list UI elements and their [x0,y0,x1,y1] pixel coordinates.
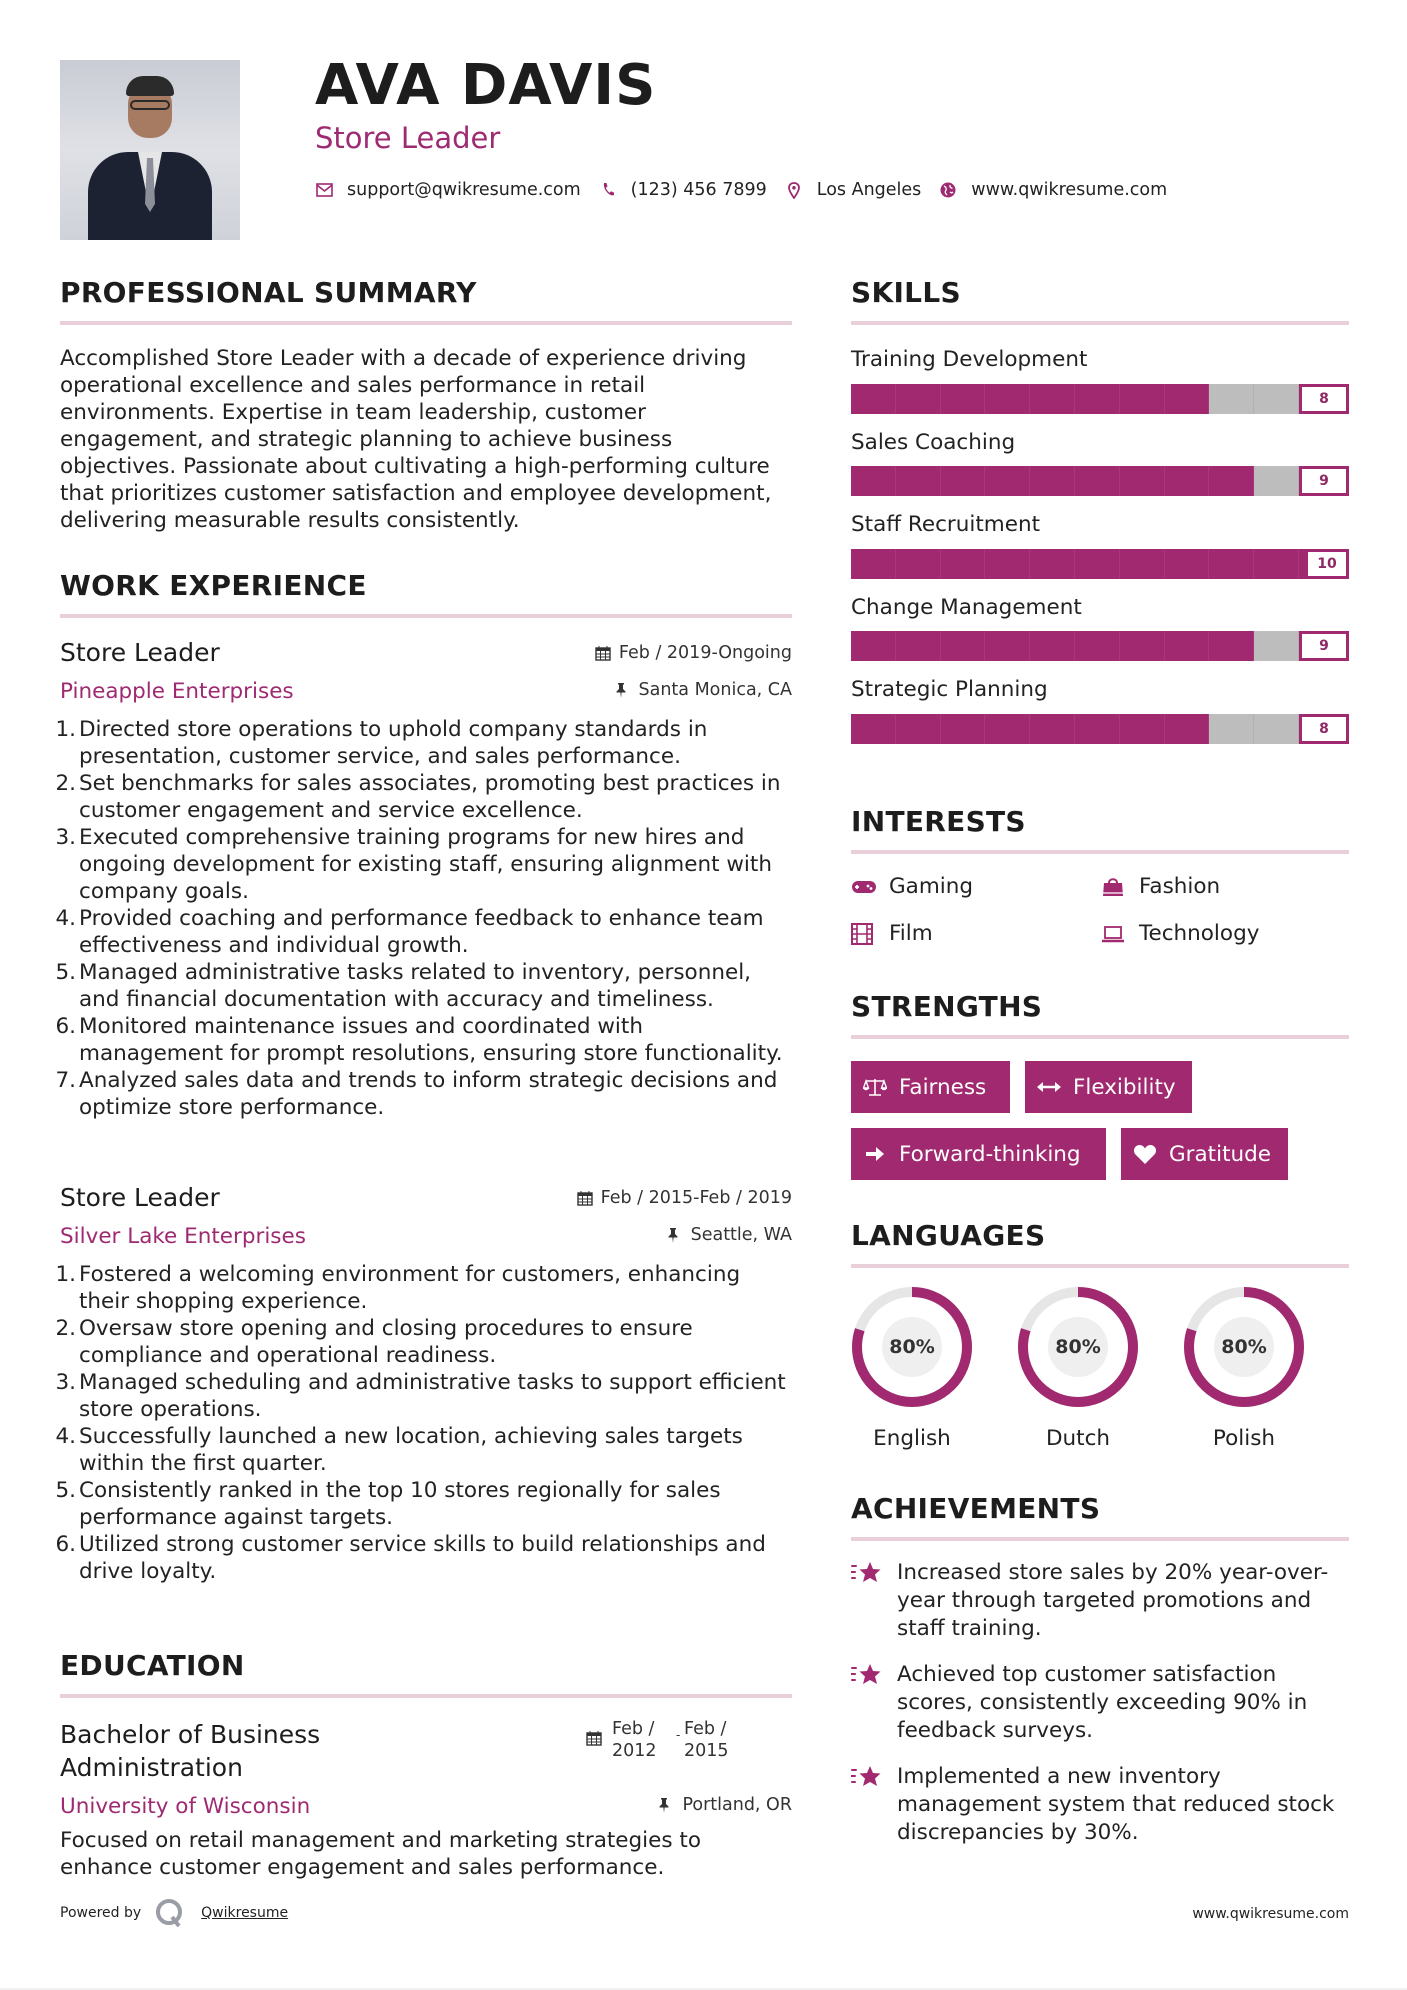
strength-tag-forward-thinking: Forward-thinking [851,1128,1106,1180]
degree-title: Bachelor of Business Administration [60,1720,321,1782]
globe-icon [939,181,957,199]
qwikresume-link[interactable]: Qwikresume [201,1905,289,1921]
section-divider [851,850,1349,854]
language-progress-ring: 80% [851,1286,973,1408]
experience-section [55,569,792,1121]
strength-tag-flexibility: Flexibility [1025,1061,1192,1113]
list-item: 3. Executed comprehensive training programs for new hires and ongoing development for existing staff, ensuring alignment with company goals. [55,825,772,904]
arrow-right-icon [863,1143,887,1165]
calendar-icon [595,645,611,661]
job-dates: Feb / 2019-Ongoing [595,643,792,663]
skill-item [851,514,1349,579]
film-icon [851,923,877,945]
interest-gaming: Gaming [851,874,1101,899]
calendar-icon [586,1730,602,1746]
job-entry [55,638,792,1121]
pushpin-icon [667,1227,683,1243]
list-item: 6. Monitored maintenance issues and coordinated with management for prompt resolutions, ensuring store functionality. [55,1014,783,1066]
interest-technology: Technology [1101,921,1351,946]
candidate-role: Store Leader [315,121,501,155]
skill-item [851,679,1349,744]
school-name: University of Wisconsin [60,1794,311,1819]
company-name: Pineapple Enterprises [60,679,294,704]
interest-film: Film [851,921,1101,946]
language-dutch: 80% Dutch [1017,1286,1183,1451]
skills-section [851,276,1349,744]
section-divider [851,1264,1349,1268]
interest-fashion: Fashion [1101,874,1351,899]
language-polish: 80% Polish [1183,1286,1349,1451]
strengths-section [851,990,1349,1180]
shooting-star-icon [851,1661,883,1691]
section-divider [851,321,1349,325]
job-dates: Feb / 2015-Feb / 2019 [577,1188,792,1208]
contact-website[interactable]: www.qwikresume.com [939,180,1167,200]
heart-icon [1133,1143,1157,1165]
achievement-item: Achieved top customer satisfaction scores, consistently exceeding 90% in feedback surveys. [851,1661,1349,1745]
section-divider [60,614,792,618]
education-section [60,1649,792,1881]
gamepad-icon [851,876,877,898]
section-title-interests: INTERESTS [851,805,1026,838]
list-item: 1. Fostered a welcoming environment for customers, enhancing their shopping experience. [55,1262,741,1314]
job-bullets [55,716,792,1121]
summary-section [60,276,792,534]
contact-phone[interactable]: (123) 456 7899 [599,180,767,200]
section-title-education: EDUCATION [60,1649,245,1682]
calendar-icon [577,1190,593,1206]
languages-section [851,1219,1349,1451]
job-title: Store Leader [60,638,220,667]
interests-section [851,805,1349,946]
phone-icon [599,181,617,199]
summary-text: Accomplished Store Leader with a decade of experience driving operational excellence and sales performance in retail environments. Expertise in team leadership, customer engagement, and strategic planning to achieve business objectives. Passionate about cultivating a high-performing culture that prioritizes customer satisfaction and employee development, delivering measurable results consistently. [60,346,772,533]
qwikresume-logo-icon [155,1898,185,1928]
powered-by: Powered by Qwikresume [60,1898,288,1928]
skill-item [851,594,1349,662]
job-bullets [55,1261,792,1585]
arrows-horizontal-icon [1037,1076,1061,1098]
section-title-experience: WORK EXPERIENCE [60,569,367,602]
skill-rating-bar [851,466,1349,496]
skill-label: Sales Coaching [851,429,1016,455]
shooting-star-icon [851,1559,883,1589]
candidate-name: AVA DAVIS [315,53,657,118]
contact-location: Los Angeles [785,180,922,200]
skill-rating-bar [851,714,1349,744]
skill-rating-bar [851,549,1349,579]
list-item: 4. Successfully launched a new location, achieving sales targets within the first quarter. [55,1424,743,1476]
section-divider [60,321,792,325]
contact-email[interactable]: support@qwikresume.com [315,180,581,200]
education-description: Focused on retail management and marketing strategies to enhance customer engagement and sales performance. [60,1828,702,1880]
section-divider [60,1694,792,1698]
section-divider [851,1035,1349,1039]
language-progress-ring: 80% [1017,1286,1139,1408]
list-item: 2. Set benchmarks for sales associates, promoting best practices in customer engagement and service excellence. [55,771,781,823]
list-item: 1. Directed store operations to uphold company standards in presentation, customer service, and sales performance. [55,717,708,769]
shooting-star-icon [851,1763,883,1793]
map-pin-icon [785,181,803,199]
section-title-skills: SKILLS [851,276,961,309]
section-title-summary: PROFESSIONAL SUMMARY [60,276,477,309]
job-entry [55,1183,792,1585]
pushpin-icon [658,1797,674,1813]
skill-score: 8 [1299,714,1349,744]
list-item: 2. Oversaw store opening and closing procedures to ensure compliance and operational readiness. [55,1316,693,1368]
skill-score: 9 [1299,466,1349,496]
achievement-item: Implemented a new inventory management system that reduced stock discrepancies by 30%. [851,1763,1349,1847]
education-dates: Feb / 2012 - Feb / 2015 [586,1718,792,1784]
laptop-icon [1101,923,1127,945]
contact-bar [315,180,1185,200]
profile-photo [60,60,240,240]
strength-tag-gratitude: Gratitude [1121,1128,1288,1180]
section-title-strengths: STRENGTHS [851,990,1043,1023]
job-location: Santa Monica, CA [615,680,793,700]
list-item: 5. Managed administrative tasks related to inventory, personnel, and financial documentation with accuracy and timeliness. [55,960,752,1012]
list-item: 3. Managed scheduling and administrative tasks to support efficient store operations. [55,1370,786,1422]
achievements-section [851,1492,1349,1847]
skill-label: Training Development [851,347,1088,372]
language-progress-ring: 80% [1183,1286,1305,1408]
skill-label: Staff Recruitment [851,512,1041,537]
job-title: Store Leader [60,1183,220,1212]
skill-rating-bar [851,384,1349,414]
language-english: 80% English [851,1286,1017,1451]
skill-item [851,349,1349,414]
skill-score: 10 [1305,549,1349,579]
list-item: 6. Utilized strong customer service skills to build relationships and drive loyalty. [55,1532,766,1584]
section-divider [851,1537,1349,1541]
pushpin-icon [615,682,631,698]
section-title-achievements: ACHIEVEMENTS [851,1492,1101,1525]
skill-rating-bar [851,631,1349,661]
school-location: Portland, OR [658,1795,792,1815]
strength-tag-fairness: Fairness [851,1061,1010,1113]
balance-scale-icon [863,1076,887,1098]
list-item: 4. Provided coaching and performance feedback to enhance team effectiveness and individual growth. [55,906,764,958]
footer-url[interactable]: www.qwikresume.com [1192,1906,1349,1922]
skill-label: Strategic Planning [851,677,1048,702]
list-item: 7. Analyzed sales data and trends to inform strategic decisions and optimize store performance. [55,1068,778,1120]
job-location: Seattle, WA [667,1225,792,1245]
envelope-icon [315,181,333,199]
section-title-languages: LANGUAGES [851,1219,1046,1252]
company-name: Silver Lake Enterprises [60,1224,306,1249]
achievement-item: Increased store sales by 20% year-over-year through targeted promotions and staff training. [851,1559,1349,1643]
skill-score: 8 [1299,384,1349,414]
skill-item [851,429,1349,497]
skill-label: Change Management [851,594,1082,620]
skill-score: 9 [1299,631,1349,661]
shopping-bag-icon [1101,876,1127,898]
list-item: 5. Consistently ranked in the top 10 stores regionally for sales performance against targets. [55,1478,721,1530]
